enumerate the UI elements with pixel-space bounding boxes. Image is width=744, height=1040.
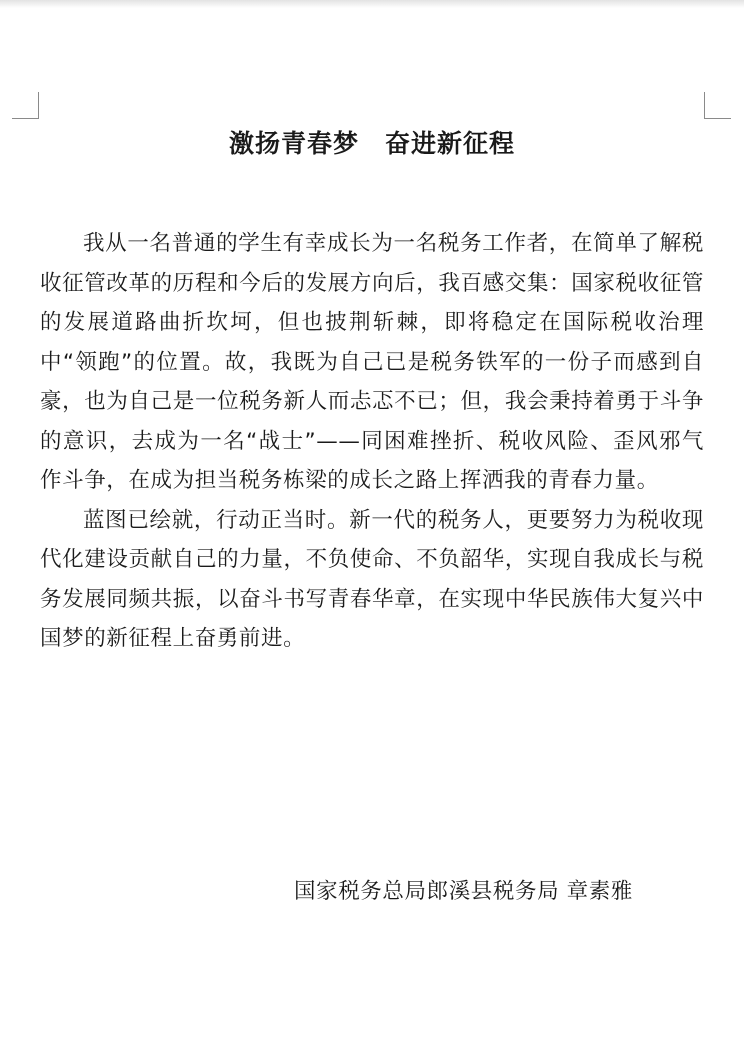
document-body: [40, 224, 704, 659]
paragraph-2: 蓝图已绘就，行动正当时。新一代的税务人，更要努力为税收现代化建设贡献自己的力量，不负使命、不负韶华，实现自我成长与税务发展同频共振，以奋斗书写青春华章，在实现中华民族伟大复兴中国梦的新征程上奋勇前进。: [40, 507, 704, 651]
paragraph-1: 我从一名普通的学生有幸成长为一名税务工作者，在简单了解税收征管改革的历程和今后的发展方向后，我百感交集：国家税收征管的发展道路曲折坎坷，但也披荆斩棘，即将稳定在国际税收治理中“领跑”的位置。故，我既为自己已是税务铁军的一份子而感到自豪，也为自己是一位税务新人而忐忑不已；但，我会秉持着勇于斗争的意识，去成为一名“战士”——同困难挫折、税收风险、歪风邪气作斗争，在成为担当税务栋梁的成长之路上挥洒我的青春力量。: [40, 231, 704, 493]
window-top-edge: [0, 0, 744, 8]
signature-line: 国家税务总局郎溪县税务局 章素雅: [294, 879, 633, 904]
document-title: 激扬青春梦 奋进新征程: [228, 129, 515, 158]
page-margin-corner-top-left: [12, 92, 39, 119]
page-margin-corner-top-right: [704, 92, 731, 119]
